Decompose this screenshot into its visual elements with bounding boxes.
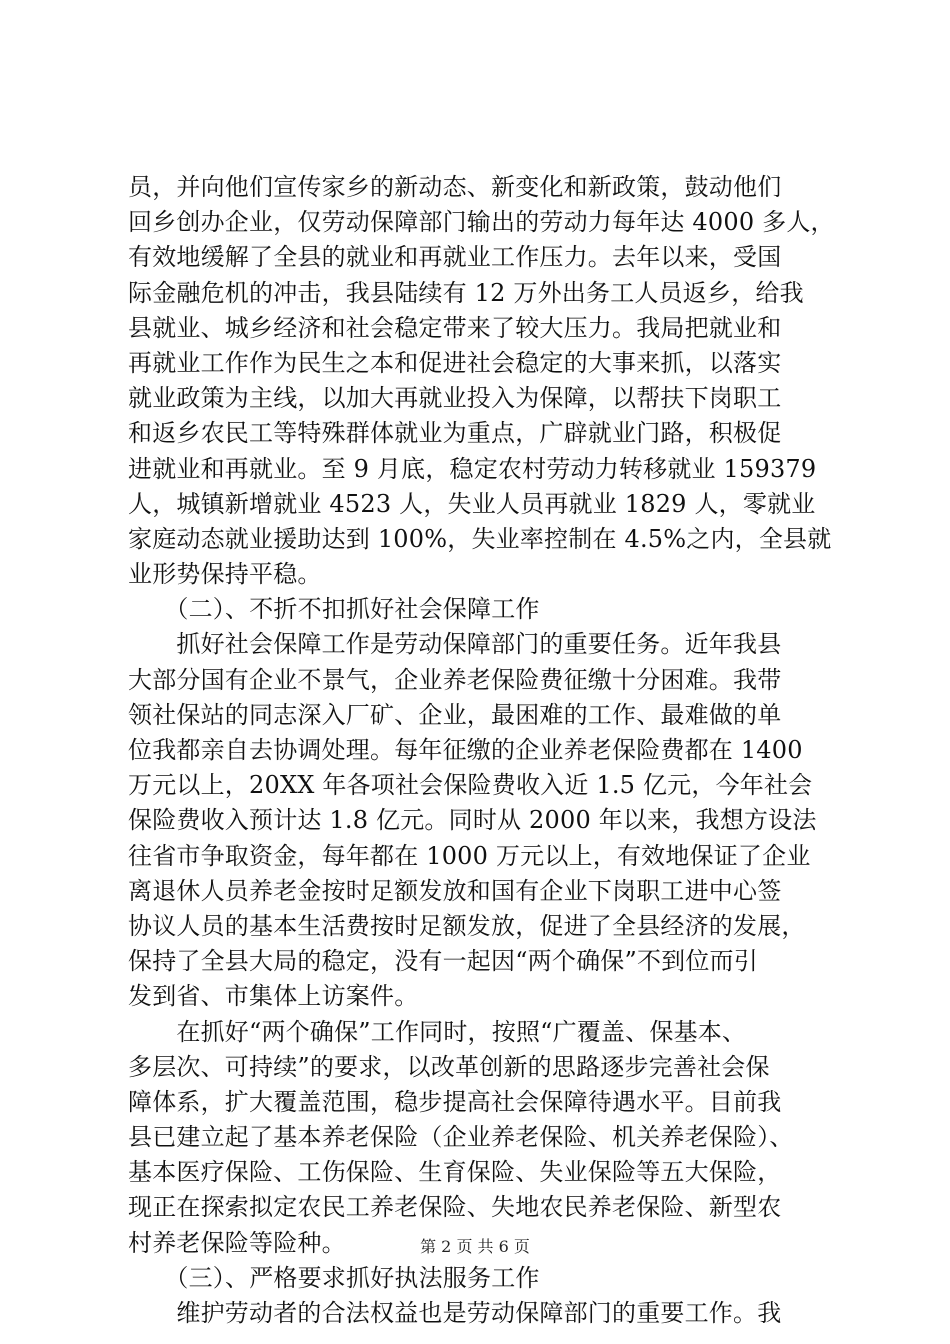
body-line: 业形势保持平稳。 [128, 560, 322, 589]
page-number-footer: 第 2 页 共 6 页 [420, 1237, 530, 1256]
body-line: 和返乡农民工等特殊群体就业为重点，广辟就业门路，积极促 [128, 419, 782, 448]
section-heading: （二）、不折不扣抓好社会保障工作 [128, 595, 540, 624]
body-line: 人，城镇新增就业 4523 人，失业人员再就业 1829 人，零就业 [128, 489, 816, 518]
body-line: 领社保站的同志深入厂矿、企业，最困难的工作、最难做的单 [128, 700, 782, 729]
body-line: 家庭动态就业援助达到 100%，失业率控制在 4.5%之内，全县就 [128, 524, 832, 553]
body-line: 基本医疗保险、工伤保险、生育保险、失业保险等五大保险， [128, 1158, 782, 1187]
body-line: 万元以上，20XX 年各项社会保险费收入近 1.5 亿元，今年社会 [128, 771, 813, 800]
body-line: 际金融危机的冲击，我县陆续有 12 万外出务工人员返乡，给我 [128, 278, 804, 307]
body-line: 员，并向他们宣传家乡的新动态、新变化和新政策，鼓动他们 [128, 173, 782, 201]
body-line: 抓好社会保障工作是劳动保障部门的重要任务。近年我县 [128, 630, 782, 659]
body-line: 保持了全县大局的稳定，没有一起因“两个确保”不到位而引 [128, 947, 758, 976]
body-line: 大部分国有企业不景气，企业养老保险费征缴十分困难。我带 [128, 665, 782, 694]
body-line: 有效地缓解了全县的就业和再就业工作压力。去年以来，受国 [128, 243, 782, 272]
body-line: 就业政策为主线，以加大再就业投入为保障，以帮扶下岗职工 [128, 384, 782, 413]
body-line: 多层次、可持续”的要求，以改革创新的思路逐步完善社会保 [128, 1052, 770, 1081]
body-line: 县就业、城乡经济和社会稳定带来了较大压力。我局把就业和 [128, 313, 782, 342]
body-line: 在抓好“两个确保”工作同时，按照“广覆盖、保基本、 [128, 1017, 747, 1046]
body-line: 离退休人员养老金按时足额发放和国有企业下岗职工进中心签 [128, 876, 782, 905]
body-line: 协议人员的基本生活费按时足额发放，促进了全县经济的发展， [128, 911, 806, 940]
body-line: 回乡创办企业，仅劳动保障部门输出的劳动力每年达 4000 多人， [128, 208, 835, 237]
body-line: 往省市争取资金，每年都在 1000 万元以上，有效地保证了企业 [128, 841, 811, 870]
body-line: 进就业和再就业。至 9 月底，稳定农村劳动力转移就业 159379 [128, 454, 817, 483]
body-line: 再就业工作作为民生之本和促进社会稳定的大事来抓，以落实 [128, 348, 782, 377]
body-line: 县已建立起了基本养老保险（企业养老保险、机关养老保险）、 [128, 1123, 794, 1152]
document-body [128, 170, 835, 1331]
body-line: 发到省、市集体上访案件。 [128, 982, 419, 1011]
body-line: 位我都亲自去协调处理。每年征缴的企业养老保险费都在 1400 [128, 736, 803, 764]
section-heading: （三）、严格要求抓好执法服务工作 [128, 1263, 540, 1292]
body-line: 村养老保险等险种。 [128, 1228, 346, 1257]
body-line: 障体系，扩大覆盖范围，稳步提高社会保障待遇水平。目前我 [128, 1087, 782, 1116]
body-line: 保险费收入预计达 1.8 亿元。同时从 2000 年以来，我想方设法 [128, 806, 817, 835]
body-line: 现正在探索拟定农民工养老保险、失地农民养老保险、新型农 [128, 1193, 782, 1222]
body-line: 维护劳动者的合法权益也是劳动保障部门的重要工作。我 [128, 1299, 782, 1327]
